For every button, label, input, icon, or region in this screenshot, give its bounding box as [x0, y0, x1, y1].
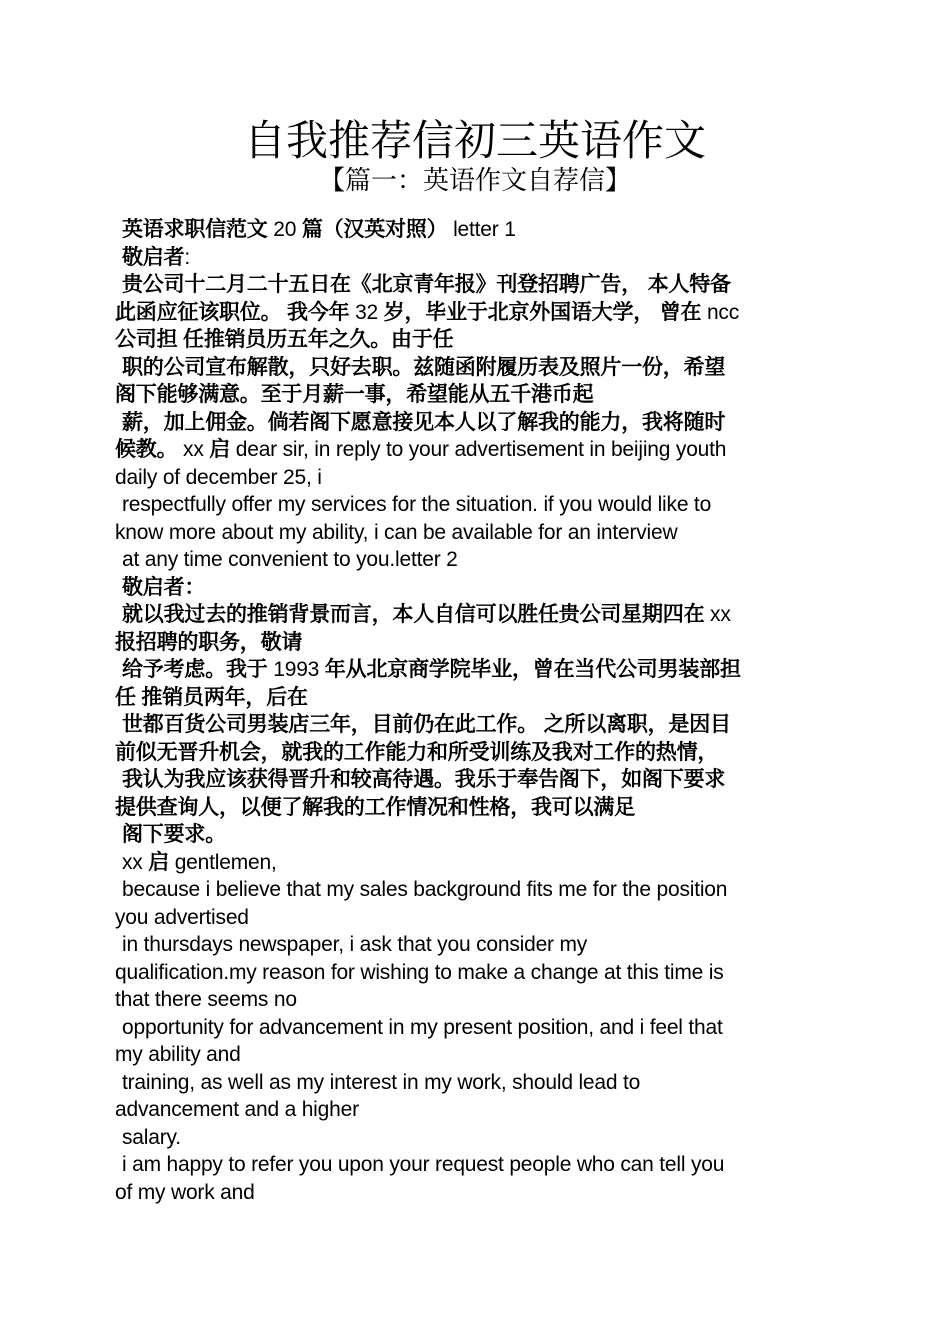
text-segment: know more about my ability, i can be available for an interview [115, 520, 678, 544]
text-segment: opportunity for advancement in my present position, and i feel that [122, 1015, 723, 1039]
text-line [115, 1096, 835, 1124]
text-line [115, 354, 835, 382]
text-segment: 年从北京商学院毕业，曾在当代公司男装部担 [324, 658, 741, 681]
text-segment: training, as well as my interest in my work, should lead to [122, 1070, 641, 1094]
text-line [115, 1069, 835, 1097]
text-line [115, 601, 835, 629]
text-segment: 32 [355, 300, 384, 324]
text-line [115, 491, 835, 519]
text-line [115, 904, 835, 932]
text-segment: 报招聘的职务，敬请 [115, 630, 303, 654]
text-line [115, 1179, 835, 1207]
text-segment: 就以我过去的推销背景而言，本人自信可以胜任贵公司星期四在 [122, 603, 711, 626]
text-line [115, 629, 835, 657]
text-segment: 启 [209, 438, 231, 461]
text-segment: xx [183, 438, 210, 461]
text-segment: 提供查询人，以便了解我的工作情况和性格，我可以满足 [115, 795, 635, 819]
text-segment: 贵公司十二月二十五日在《北京青年报》刊登招聘广告， 本人特备 [122, 273, 731, 296]
text-segment: 薪，加上佣金。倘若阁下愿意接见本人以了解我的能力，我将随时 [122, 410, 726, 434]
text-segment: because i believe that my sales background fits me for the position [122, 878, 728, 901]
text-line [115, 794, 835, 822]
text-line [115, 1124, 835, 1152]
text-line [115, 574, 835, 602]
text-segment: 20 [273, 218, 302, 241]
text-segment: salary. [122, 1125, 181, 1149]
text-line [115, 931, 835, 959]
document-body [115, 216, 835, 1206]
text-line [115, 739, 835, 767]
text-line [115, 1041, 835, 1069]
text-segment: 启 [148, 850, 170, 874]
document-title: 自我推荐信初三英语作文 [243, 117, 706, 164]
text-segment: xx [122, 850, 149, 874]
text-segment: 阁下能够满意。至于月薪一事，希望能从五千港币起 [115, 383, 594, 406]
text-segment: that there seems no [115, 988, 297, 1011]
text-line [115, 519, 835, 547]
document-subtitle: 【篇一：英语作文自荐信】 [318, 165, 631, 195]
text-segment: 候教。 [115, 438, 184, 461]
text-segment: 世都百货公司男装店三年，目前仍在此工作。 之所以离职，是因目 [122, 713, 731, 736]
text-segment: 敬启者 [122, 245, 185, 269]
text-segment: 职的公司宣布解散，只好去职。兹随函附履历表及照片一份，希望 [122, 355, 726, 379]
text-line [115, 656, 835, 684]
text-segment: ncc [706, 300, 740, 324]
text-segment: 前似无晋升机会，就我的工作能力和所受训练及我对工作的热情， [115, 740, 719, 764]
text-segment: 阁下要求。 [122, 823, 226, 846]
text-segment: 此函应征该职位。 我今年 [115, 300, 356, 324]
text-segment: dear sir, in reply to your advertisement in beijing youth [230, 438, 727, 461]
text-line [115, 436, 835, 464]
text-segment: letter 1 [447, 218, 516, 241]
text-segment: respectfully offer my services for the situation. if you would like to [122, 493, 712, 516]
text-line [115, 244, 835, 272]
text-line [115, 986, 835, 1014]
text-line [115, 299, 835, 327]
text-segment: : [184, 245, 191, 269]
text-segment: 敬启者： [122, 575, 206, 599]
text-segment: gentlemen, [169, 850, 277, 874]
text-line [115, 684, 835, 712]
text-segment: my ability and [115, 1043, 241, 1066]
text-line [115, 766, 835, 794]
text-line [115, 409, 835, 437]
text-line [115, 821, 835, 849]
text-segment: advancement and a higher [115, 1098, 359, 1121]
text-line [115, 876, 835, 904]
text-segment: 1993 [273, 658, 325, 681]
text-line [115, 1151, 835, 1179]
text-line [115, 464, 835, 492]
text-line [115, 959, 835, 987]
text-segment: 我认为我应该获得晋升和较高待遇。我乐于奉告阁下，如阁下要求 [122, 768, 726, 791]
text-segment: daily of december 25, i [115, 465, 322, 489]
text-line [115, 849, 835, 877]
text-line [115, 546, 835, 574]
text-line [115, 271, 835, 299]
text-segment: xx [710, 603, 731, 626]
text-line [115, 381, 835, 409]
text-segment: 英语求职信范文 [122, 218, 274, 241]
text-segment: at any time convenient to you.letter 2 [122, 548, 458, 571]
text-segment: qualification.my reason for wishing to make a change at this time is [115, 960, 724, 984]
text-segment: 岁，毕业于北京外国语大学， 曾在 [383, 300, 707, 324]
text-line [115, 1014, 835, 1042]
text-line [115, 711, 835, 739]
text-segment: i am happy to refer you upon your request people who can tell you [122, 1153, 725, 1176]
text-segment: in thursdays newspaper, i ask that you consider my [122, 933, 588, 956]
text-segment: 给予考虑。我于 [122, 658, 274, 681]
text-line [115, 326, 835, 354]
text-line [115, 216, 835, 244]
text-segment: of my work and [115, 1180, 255, 1204]
text-segment: 篇（汉英对照） [301, 218, 448, 241]
text-segment: you advertised [115, 905, 249, 929]
text-segment: 公司担 任推销员历五年之久。由于任 [115, 328, 454, 351]
text-segment: 任 推销员两年，后在 [115, 685, 308, 709]
